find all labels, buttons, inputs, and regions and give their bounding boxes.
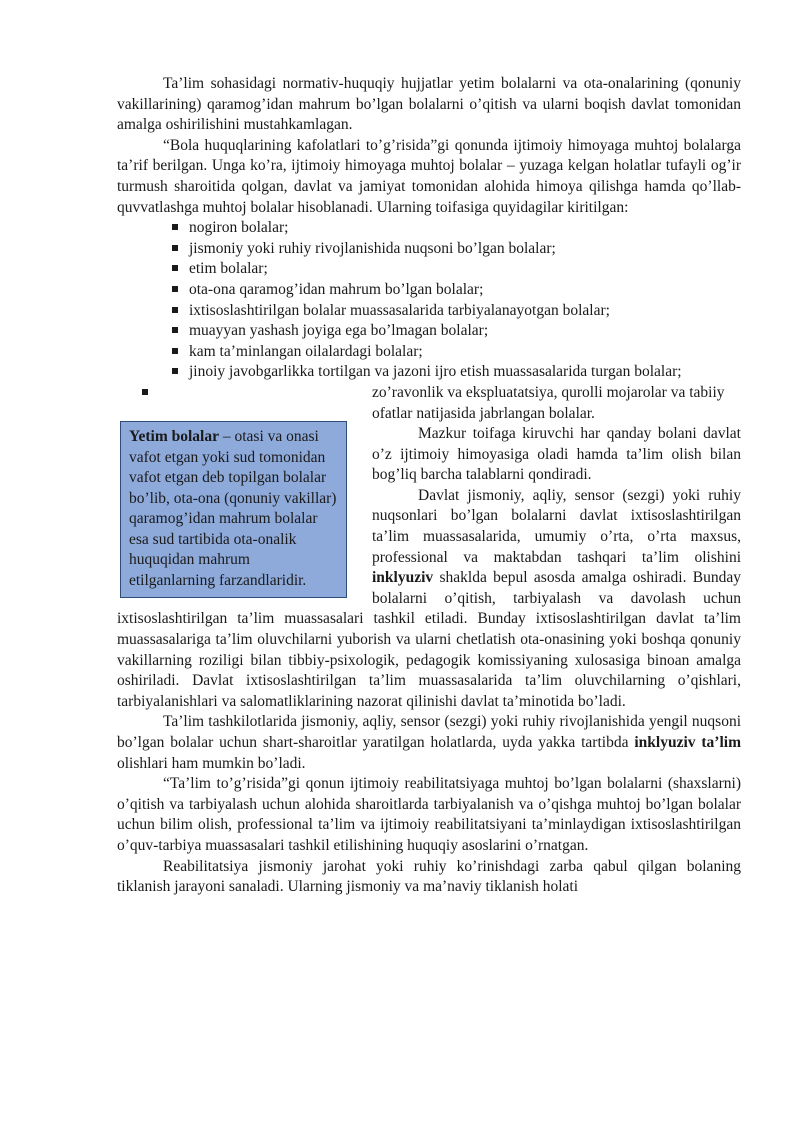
category-list [117, 218, 741, 383]
square-bullet-icon [172, 224, 178, 230]
list-item: jinoiy javobgarlikka tortilgan va jazoni ijro etish muassasalarida turgan bolalar; [172, 362, 741, 383]
paragraph-intro: Ta’lim sohasidagi normativ-huquqiy hujjatlar yetim bolalarni va ota-onalarining (qonuniy vakillarining) qaramog’idan mahrum bo’lgan bolalarni o’qitish va ularni boqish davlat tomonidan amalga oshirilishini mustahkamlagan. [117, 75, 741, 134]
paragraph-inclusive-education: Davlat jismoniy, aqliy, sensor (sezgi) yoki ruhiy nuqsonlari bo’lgan bolalarni davlat ixtisoslashtirilgan ta’lim muassasalarida, umumiy o’rta, o’rta maxsus, professional va maktabdan tashqari ta’lim olishini inklyuziv shaklda bepul asosda amalga oshiradi. Bunday bolalarni o’qitish, tarbiyalash va davolash uchun ixtisoslashtirilgan ta’lim muassasalari tashkil etiladi. Bunday ixtisoslashtirilgan davlat ta’lim muassasalariga ta’lim oluvchilarni yuborish va ularni chetlatish ota-onasining yoki boshqa qonuniy vakillarning roziligi bilan tibbiy-psixologik, pedagogik komissiyaning xulosasiga binoan amalga oshiriladi. Davlat ixtisoslashtirilgan ta’lim muassasalarida ta’lim oluvchilarning o’qishlari, tarbiyalanishlari va salomatliklarining nazorat qilinishi davlat ta’minotida bo’ladi. [117, 486, 741, 710]
square-bullet-icon [142, 389, 148, 395]
orphan-definition-box [120, 421, 347, 598]
bold-term: inklyuziv ta’lim [634, 734, 741, 751]
category-list-continued [117, 383, 741, 424]
document-body [117, 74, 741, 898]
paragraph-home-education: Ta’lim tashkilotlarida jismoniy, aqliy, sensor (sezgi) yoki ruhiy rivojlanishida yengil nuqsoni bo’lgan bolalar uchun shart-sharoitlar yaratilgan holatlarda, uyda yakka tartibda inklyuziv ta’lim olishlari ham mumkin bo’ladi. [117, 713, 741, 772]
square-bullet-icon [172, 327, 178, 333]
square-bullet-icon [172, 245, 178, 251]
list-item: muayyan yashash joyiga ega bo’lmagan bolalar; [172, 321, 741, 342]
square-bullet-icon [172, 368, 178, 374]
square-bullet-icon [172, 286, 178, 292]
list-item: nogiron bolalar; [172, 218, 741, 239]
definition-term: Yetim bolalar [129, 427, 219, 445]
list-item: ota-ona qaramog’idan mahrum bo’lgan bolalar; [172, 280, 741, 301]
paragraph-state-protection: Mazkur toifaga kiruvchi har qanday bolani davlat o’z ijtimoiy himoyasiga oladi hamda ta’lim olish bilan bog’liq barcha talablarni qondiradi. [372, 425, 741, 484]
list-item: ixtisoslashtirilgan bolalar muassasalarida tarbiyalanayotgan bolalar; [172, 301, 741, 322]
paragraph-education-law: “Ta’lim to’g’risida”gi qonun ijtimoiy reabilitatsiyaga muhtoj bo’lgan bolalarni (shaxslarni) o’qitish va tarbiyalash uchun alohida sharoitlarda tarbiyalanish va o’qishga muhtoj bo’lgan bolalar uchun bilim olish, professional ta’lim va ijtimoiy reabilitatsiyani ta’minlaydigan ixtisoslashtirilgan o’quv-tarbiya muassasalari tashkil etilishining huquqiy asoslarini o’rnatgan. [117, 775, 741, 854]
list-item: etim bolalar; [172, 259, 741, 280]
bold-term: inklyuziv [372, 569, 434, 587]
list-item: zo’ravonlik va ekspluatatsiya, qurolli mojarolar va tabiiy ofatlar natijasida jabrlangan bolalar. [142, 383, 741, 424]
paragraph-rehabilitation: Reabilitatsiya jismoniy jarohat yoki ruhiy ko’rinishdagi zarba qabul qilgan bolaning tiklanish jarayoni sanaladi. Ularning jismoniy va ma’naviy tiklanish holati [117, 857, 741, 896]
paragraph-law-definition: “Bola huquqlarining kafolatlari to’g’risida”gi qonunda ijtimoiy himoyaga muhtoj bolalarga ta’rif berilgan. Unga ko’ra, ijtimoiy himoyaga muhtoj bolalar – yuzaga kelgan holatlar tufayli og’ir turmush sharoitida qolgan, davlat va jamiyat tomonidan alohida himoya qilishga hamda qo’llab-quvvatlashga muhtoj bolalar hisoblanadi. Ularning toifasiga quyidagilar kiritilgan: [117, 136, 741, 216]
square-bullet-icon [172, 265, 178, 271]
definition-text: – otasi va onasi vafot etgan yoki sud tomonidan vafot etgan deb topilgan bolalar bo’lib, ota-ona (qonuniy vakillar) qaramog’idan mahrum bolalar esa sud tartibida ota-onalik huquqidan mahrum etilganlarning farzandlaridir. [129, 427, 337, 590]
square-bullet-icon [172, 348, 178, 354]
list-item: jismoniy yoki ruhiy rivojlanishida nuqsoni bo’lgan bolalar; [172, 239, 741, 260]
list-item: kam ta’minlangan oilalardagi bolalar; [172, 342, 741, 363]
square-bullet-icon [172, 307, 178, 313]
